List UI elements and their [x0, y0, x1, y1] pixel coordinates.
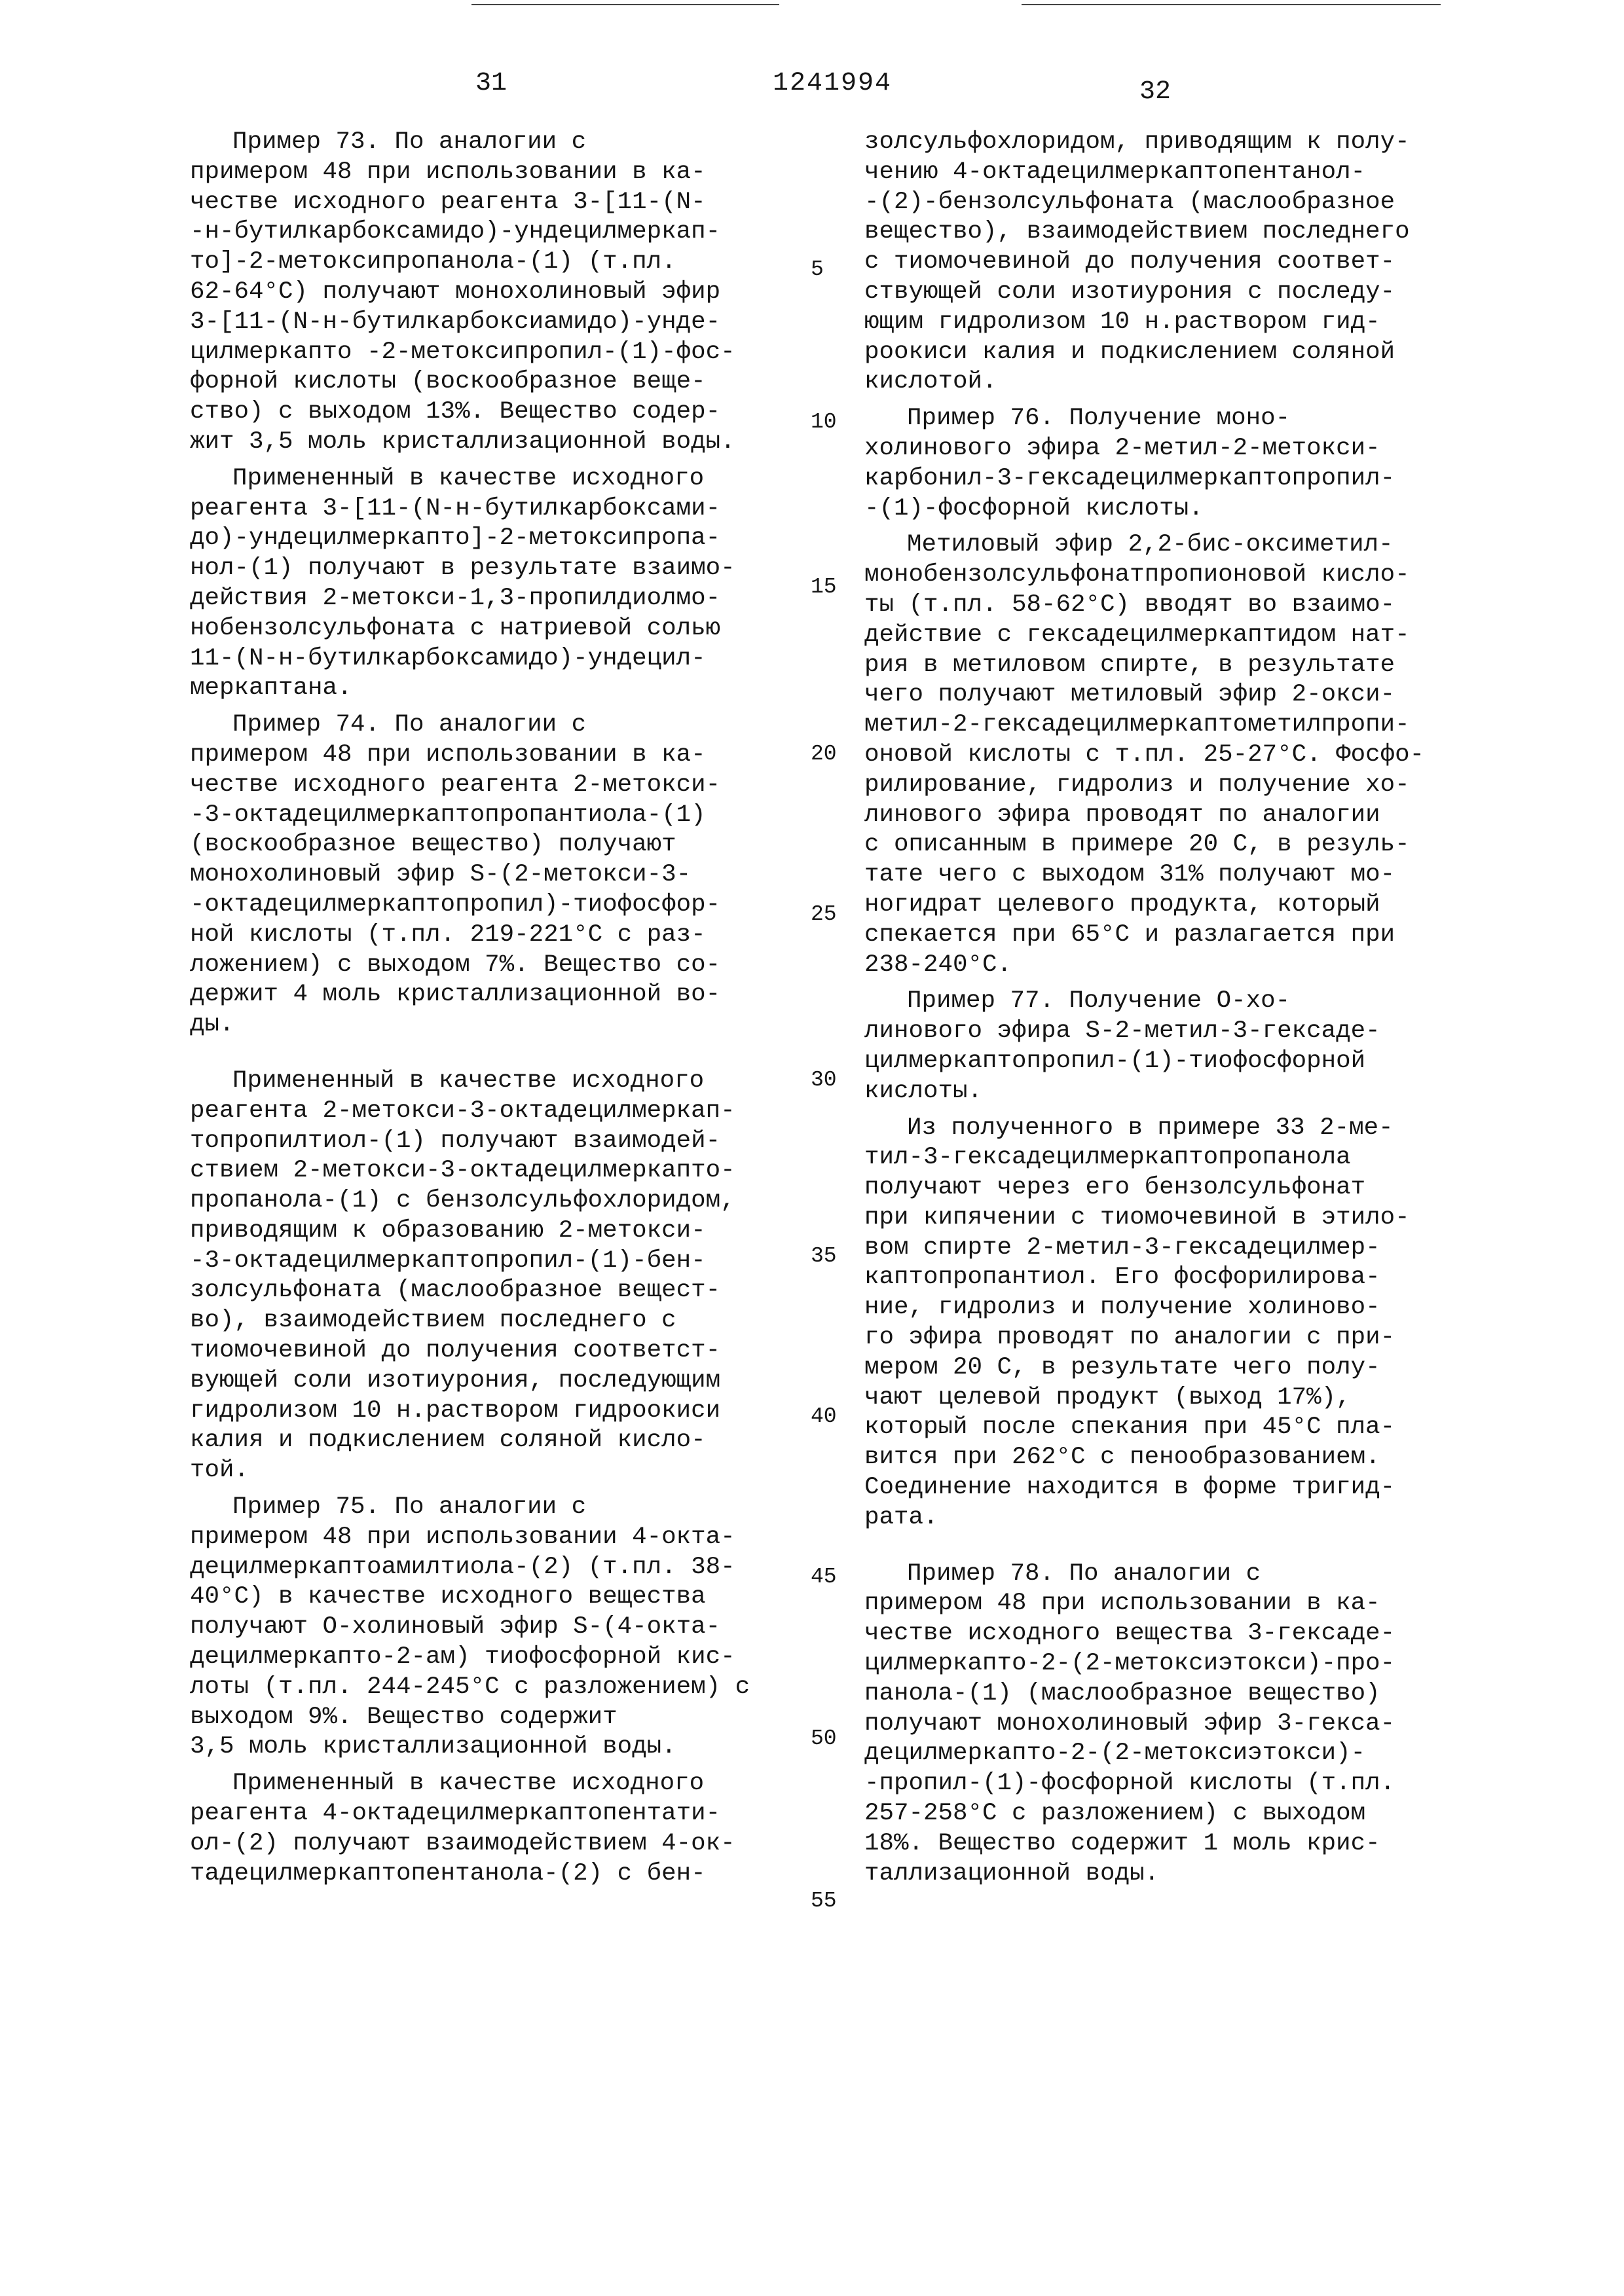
- page-number-left: 31: [475, 69, 507, 98]
- top-rule-left: [471, 4, 779, 5]
- top-rule-right: [1022, 4, 1441, 5]
- line-number-45: 45: [811, 1565, 837, 1589]
- line-number-30: 30: [811, 1068, 837, 1092]
- patent-number: 1241994: [773, 69, 893, 98]
- paragraph-example-73: Пример 73. По аналогии с примером 48 при использовании в ка- честве исходного реагента 3-[11-(N- -н-бутилкарбоксамидо)-ундецилмеркап- то]-2-метоксипропанола-(1) (т.пл. 62-64°С) получают монохолиновый эфир 3-[11-(N-н-бутилкарбоксиамидо)-унде- цилмеркапто -2-метоксипропил-(1)-фос- форной кислоты (воскообразное веще- ство) с выходом 13%. Вещество содер- жит 3,5 моль кристаллизационной воды.: [190, 128, 735, 456]
- paragraph-method-76: Метиловый эфир 2,2-бис-оксиметил- монобензолсульфонатпропионовой кисло- ты (т.пл. 58-62°С) вводят во взаимо- действие с гексадецилмеркаптидом нат- рия в метиловом спирте, в результате чего получают метиловый эфир 2-окси- метил-2-гексадецилмеркаптометилпропи- оновой кислоты с т.пл. 25-27°С. Фосфо- рилирование, гидролиз и получение хо- линового эфира проводят по аналогии с описанным в примере 20 С, в резуль- тате чего с выходом 31% получают мо- ногидрат целевого продукта, который спекается при 65°С и разлагается при 238-240°С.: [864, 531, 1425, 979]
- line-number-50: 50: [811, 1726, 837, 1751]
- line-number-25: 25: [811, 902, 837, 926]
- paragraph-example-74: Пример 74. По аналогии с примером 48 при использовании в ка- честве исходного реагента 2-метокси- -3-октадецилмеркаптопропантиола-(1) (воскообразное вещество) получают монохолиновый эфир S-(2-метокси-3- -октадецилмеркаптопропил)-тиофосфор- ной кислоты (т.пл. 219-221°С с раз- ложением) с выходом 7%. Вещество со- держит 4 моль кристаллизационной во- ды.: [190, 711, 721, 1039]
- paragraph-reagent-74: Примененный в качестве исходного реагента 2-метокси-3-октадецилмеркап- топропилтиол-(1) получают взаимодей- ствием 2-метокси-3-октадецилмеркапто- пропанола-(1) с бензолсульфохлоридом, приводящим к образованию 2-метокси- -3-октадецилмеркаптопропил-(1)-бен- золсульфоната (маслообразное вещест- во), взаимодействием последнего с тиомочевиной до получения соответст- вующей соли изотиурония, последующим гидролизом 10 н.раствором гидроокиси калия и подкислением соляной кисло- той.: [190, 1066, 735, 1485]
- paragraph-example-77: Пример 77. Получение О-хо- линового эфира S-2-метил-3-гексаде- цилмеркаптопропил-(1)-тиофосфорной кислоты.: [864, 987, 1380, 1105]
- line-number-15: 15: [811, 575, 837, 599]
- paragraph-example-76: Пример 76. Получение моно- холинового эфира 2-метил-2-метокси- карбонил-3-гексадецилмеркаптопропил- -(1)-фосфорной кислоты.: [864, 405, 1395, 522]
- paragraph-example-78: Пример 78. По аналогии с примером 48 при использовании в ка- честве исходного вещества 3-гексаде- цилмеркапто-2-(2-метоксиэтокси)-про- панола-(1) (маслообразное вещество) получают монохолиновый эфир 3-гекса- децилмеркапто-2-(2-метоксиэтокси)- -пропил-(1)-фосфорной кислоты (т.пл. 257-258°С с разложением) с выходом 18%. Вещество содержит 1 моль крис- таллизационной воды.: [864, 1559, 1395, 1887]
- paragraph-reagent-75: Примененный в качестве исходного реагента 4-октадецилмеркаптопентати- ол-(2) получают взаимодействием 4-ок- тадецилмеркаптопентанола-(2) с бен-: [190, 1770, 735, 1887]
- line-number-5: 5: [811, 257, 824, 282]
- paragraph-example-75: Пример 75. По аналогии с примером 48 при использовании 4-окта- децилмеркаптоамилтиола-(2) (т.пл. 38- 40°С) в качестве исходного вещества получают О-холиновый эфир S-(4-окта- децилмеркапто-2-ам) тиофосфорной кис- лоты (т.пл. 244-245°С с разложением) с выходом 9%. Вещество содержит 3,5 моль кристаллизационной воды.: [190, 1493, 750, 1761]
- right-column: [864, 128, 1486, 1895]
- line-number-20: 20: [811, 742, 837, 766]
- paragraph-continuation-75: золсульфохлоридом, приводящим к полу- чению 4-октадецилмеркаптопентанол- -(2)-бензолсульфоната (маслообразное вещество), взаимодействием последнего с тиомочевиной до получения соответ- ствующей соли изотиурония с последу- ющим гидролизом 10 н.раствором гид- роокиси калия и подкислением соляной кислотой.: [864, 128, 1410, 396]
- paragraph-reagent-73: Примененный в качестве исходного реагента 3-[11-(N-н-бутилкарбоксами- до)-ундецилмеркапто]-2-метоксипропа- нол-(1) получают в результате взаимо- действия 2-метокси-1,3-пропилдиолмо- нобензолсульфоната с натриевой солью 11-(N-н-бутилкарбоксамидо)-ундецил- меркаптана.: [190, 464, 735, 702]
- left-column: [190, 128, 812, 1889]
- page-number-right: 32: [1139, 77, 1172, 107]
- line-number-55: 55: [811, 1889, 837, 1913]
- line-number-10: 10: [811, 410, 837, 434]
- line-number-40: 40: [811, 1404, 837, 1429]
- paragraph-method-77: Из полученного в примере 33 2-ме- тил-3-гексадецилмеркаптопропанола получают через его бензолсульфонат при кипячении с тиомочевиной в этило- вом спирте 2-метил-3-гексадецилмер- каптопропантиол. Его фосфорилирова- ние, гидролиз и получение холиново- го эфира проводят по аналогии с при- мером 20 С, в результате чего полу- чают целевой продукт (выход 17%), который после спекания при 45°С пла- вится при 262°С с пенообразованием. Соединение находится в форме тригид- рата.: [864, 1114, 1410, 1531]
- line-number-35: 35: [811, 1244, 837, 1268]
